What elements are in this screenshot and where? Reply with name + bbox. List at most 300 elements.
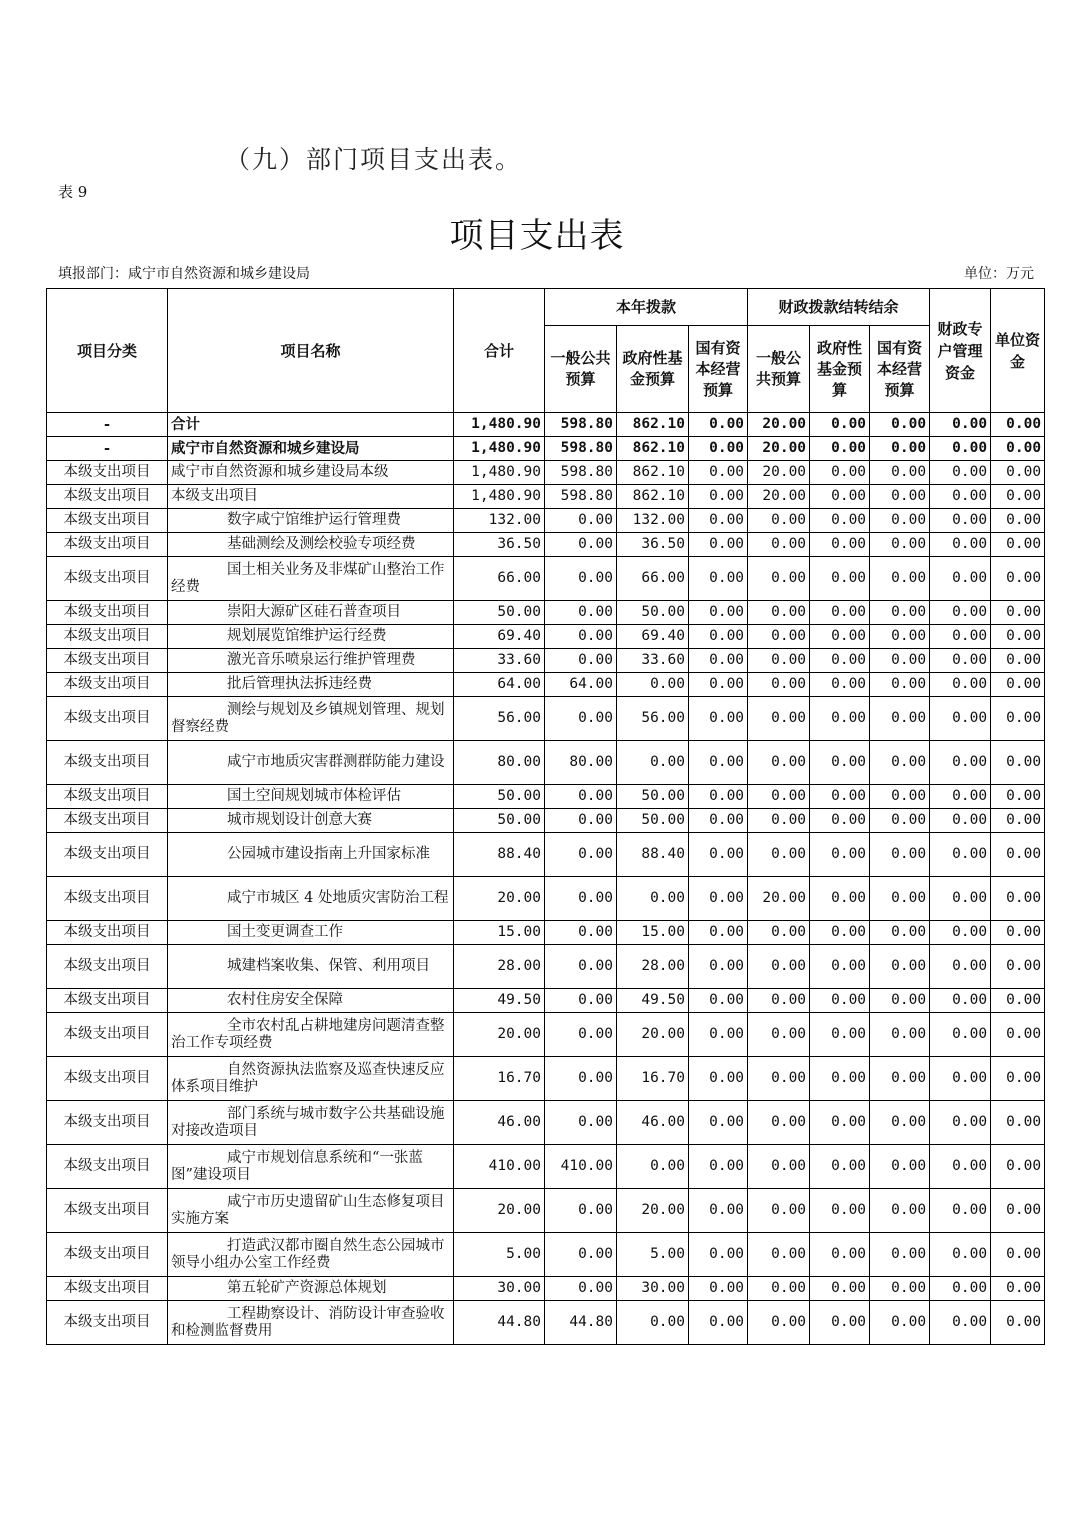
cell-state: 0.00: [689, 877, 748, 921]
cell-project-name: 测绘与规划及乡镇规划管理、规划督察经费: [168, 697, 454, 741]
cell-project-name: 自然资源执法监察及巡查快速反应体系项目维护: [168, 1057, 454, 1101]
cell-co-state: 0.00: [870, 1057, 930, 1101]
cell-unit-funds: 0.00: [991, 1057, 1045, 1101]
cell-state: 0.00: [689, 833, 748, 877]
cell-fund: 50.00: [617, 809, 689, 833]
cell-total: 49.50: [454, 989, 545, 1013]
cell-co-fund: 0.00: [810, 1101, 870, 1145]
header-fund: 政府性基金预算: [617, 326, 689, 413]
cell-total: 1,480.90: [454, 485, 545, 509]
cell-general: 0.00: [545, 1277, 617, 1301]
cell-unit-funds: 0.00: [991, 485, 1045, 509]
table-body: [47, 413, 1045, 1345]
cell-category: 本级支出项目: [47, 1189, 168, 1233]
header-co-general: 一般公共预算: [748, 326, 810, 413]
cell-unit-funds: 0.00: [991, 673, 1045, 697]
cell-co-fund: 0.00: [810, 1277, 870, 1301]
cell-category: 本级支出项目: [47, 877, 168, 921]
cell-co-general: 0.00: [748, 601, 810, 625]
cell-co-state: 0.00: [870, 741, 930, 785]
cell-total: 66.00: [454, 557, 545, 601]
cell-project-name: 工程勘察设计、消防设计审查验收和检测监督费用: [168, 1301, 454, 1345]
cell-fund: 16.70: [617, 1057, 689, 1101]
table-row: [47, 785, 1045, 809]
cell-co-state: 0.00: [870, 437, 930, 461]
cell-co-general: 0.00: [748, 509, 810, 533]
cell-co-state: 0.00: [870, 1301, 930, 1345]
cell-category: -: [47, 437, 168, 461]
cell-co-fund: 0.00: [810, 945, 870, 989]
cell-project-name: 国土空间规划城市体检评估: [168, 785, 454, 809]
cell-co-state: 0.00: [870, 785, 930, 809]
cell-unit-funds: 0.00: [991, 785, 1045, 809]
cell-state: 0.00: [689, 625, 748, 649]
cell-special: 0.00: [930, 413, 991, 437]
cell-special: 0.00: [930, 877, 991, 921]
cell-project-name: 部门系统与城市数字公共基础设施对接改造项目: [168, 1101, 454, 1145]
cell-category: 本级支出项目: [47, 601, 168, 625]
cell-special: 0.00: [930, 785, 991, 809]
cell-project-name: 全市农村乱占耕地建房问题清查整治工作专项经费: [168, 1013, 454, 1057]
cell-state: 0.00: [689, 649, 748, 673]
cell-unit-funds: 0.00: [991, 1013, 1045, 1057]
cell-total: 33.60: [454, 649, 545, 673]
cell-co-general: 0.00: [748, 1233, 810, 1277]
cell-state: 0.00: [689, 1301, 748, 1345]
cell-state: 0.00: [689, 989, 748, 1013]
cell-co-fund: 0.00: [810, 1013, 870, 1057]
cell-unit-funds: 0.00: [991, 1301, 1045, 1345]
cell-general: 0.00: [545, 945, 617, 989]
cell-general: 80.00: [545, 741, 617, 785]
cell-co-fund: 0.00: [810, 989, 870, 1013]
table-row: [47, 673, 1045, 697]
cell-category: 本级支出项目: [47, 741, 168, 785]
cell-co-general: 20.00: [748, 485, 810, 509]
cell-general: 0.00: [545, 877, 617, 921]
cell-general: 0.00: [545, 557, 617, 601]
cell-co-fund: 0.00: [810, 557, 870, 601]
cell-co-general: 0.00: [748, 1301, 810, 1345]
cell-co-fund: 0.00: [810, 533, 870, 557]
table-row: [47, 557, 1045, 601]
cell-special: 0.00: [930, 509, 991, 533]
cell-co-state: 0.00: [870, 945, 930, 989]
cell-co-fund: 0.00: [810, 785, 870, 809]
cell-project-name: 合计: [168, 413, 454, 437]
cell-category: 本级支出项目: [47, 1233, 168, 1277]
cell-total: 36.50: [454, 533, 545, 557]
cell-co-fund: 0.00: [810, 741, 870, 785]
table-row: [47, 1145, 1045, 1189]
cell-project-name: 打造武汉都市圈自然生态公园城市领导小组办公室工作经费: [168, 1233, 454, 1277]
cell-co-general: 0.00: [748, 989, 810, 1013]
cell-category: 本级支出项目: [47, 533, 168, 557]
cell-co-general: 0.00: [748, 557, 810, 601]
cell-co-fund: 0.00: [810, 809, 870, 833]
cell-state: 0.00: [689, 1189, 748, 1233]
cell-unit-funds: 0.00: [991, 413, 1045, 437]
cell-co-fund: 0.00: [810, 625, 870, 649]
cell-project-name: 公园城市建设指南上升国家标准: [168, 833, 454, 877]
table-row: [47, 697, 1045, 741]
header-unit-funds: 单位资金: [991, 289, 1045, 413]
cell-project-name: 批后管理执法拆违经费: [168, 673, 454, 697]
cell-project-name: 本级支出项目: [168, 485, 454, 509]
cell-general: 0.00: [545, 1189, 617, 1233]
table-row: [47, 601, 1045, 625]
cell-category: 本级支出项目: [47, 1057, 168, 1101]
cell-category: 本级支出项目: [47, 557, 168, 601]
cell-category: 本级支出项目: [47, 649, 168, 673]
cell-co-state: 0.00: [870, 1189, 930, 1233]
cell-total: 50.00: [454, 601, 545, 625]
header-total: 合计: [454, 289, 545, 413]
cell-state: 0.00: [689, 533, 748, 557]
cell-special: 0.00: [930, 437, 991, 461]
cell-co-state: 0.00: [870, 1233, 930, 1277]
cell-total: 56.00: [454, 697, 545, 741]
cell-co-fund: 0.00: [810, 877, 870, 921]
cell-special: 0.00: [930, 1101, 991, 1145]
cell-special: 0.00: [930, 1189, 991, 1233]
cell-co-fund: 0.00: [810, 1301, 870, 1345]
cell-co-fund: 0.00: [810, 485, 870, 509]
cell-total: 80.00: [454, 741, 545, 785]
cell-unit-funds: 0.00: [991, 625, 1045, 649]
table-row: [47, 1189, 1045, 1233]
cell-co-general: 20.00: [748, 461, 810, 485]
cell-special: 0.00: [930, 485, 991, 509]
table-row: [47, 1013, 1045, 1057]
cell-fund: 15.00: [617, 921, 689, 945]
cell-co-state: 0.00: [870, 461, 930, 485]
cell-co-state: 0.00: [870, 601, 930, 625]
cell-co-state: 0.00: [870, 673, 930, 697]
cell-co-fund: 0.00: [810, 833, 870, 877]
cell-co-fund: 0.00: [810, 1145, 870, 1189]
cell-co-general: 0.00: [748, 1145, 810, 1189]
cell-special: 0.00: [930, 1057, 991, 1101]
cell-unit-funds: 0.00: [991, 601, 1045, 625]
cell-project-name: 数字咸宁馆维护运行管理费: [168, 509, 454, 533]
cell-state: 0.00: [689, 509, 748, 533]
table-row: [47, 921, 1045, 945]
cell-co-state: 0.00: [870, 877, 930, 921]
cell-category: 本级支出项目: [47, 833, 168, 877]
table-row: [47, 833, 1045, 877]
header-co-state-capital: 国有资本经营预算: [870, 326, 930, 413]
cell-co-general: 0.00: [748, 697, 810, 741]
cell-co-state: 0.00: [870, 1013, 930, 1057]
cell-fund: 36.50: [617, 533, 689, 557]
table-row: [47, 461, 1045, 485]
cell-fund: 49.50: [617, 989, 689, 1013]
cell-category: 本级支出项目: [47, 625, 168, 649]
cell-fund: 0.00: [617, 741, 689, 785]
cell-state: 0.00: [689, 1145, 748, 1189]
cell-co-general: 0.00: [748, 625, 810, 649]
cell-unit-funds: 0.00: [991, 921, 1045, 945]
cell-unit-funds: 0.00: [991, 809, 1045, 833]
cell-project-name: 咸宁市自然资源和城乡建设局: [168, 437, 454, 461]
cell-fund: 862.10: [617, 461, 689, 485]
cell-unit-funds: 0.00: [991, 877, 1045, 921]
cell-co-state: 0.00: [870, 1101, 930, 1145]
header-carryover-group: 财政拨款结转结余: [748, 289, 930, 326]
cell-general: 410.00: [545, 1145, 617, 1189]
cell-total: 28.00: [454, 945, 545, 989]
page-title: 项目支出表: [449, 216, 625, 256]
cell-category: 本级支出项目: [47, 1277, 168, 1301]
cell-total: 20.00: [454, 1189, 545, 1233]
cell-category: 本级支出项目: [47, 697, 168, 741]
cell-total: 50.00: [454, 809, 545, 833]
cell-special: 0.00: [930, 601, 991, 625]
cell-co-state: 0.00: [870, 1145, 930, 1189]
cell-project-name: 国土变更调查工作: [168, 921, 454, 945]
cell-special: 0.00: [930, 1233, 991, 1277]
cell-total: 16.70: [454, 1057, 545, 1101]
cell-co-fund: 0.00: [810, 413, 870, 437]
cell-total: 30.00: [454, 1277, 545, 1301]
cell-co-fund: 0.00: [810, 921, 870, 945]
cell-general: 0.00: [545, 1013, 617, 1057]
table-row: [47, 945, 1045, 989]
cell-project-name: 崇阳大源矿区硅石普查项目: [168, 601, 454, 625]
cell-special: 0.00: [930, 673, 991, 697]
cell-fund: 69.40: [617, 625, 689, 649]
cell-general: 598.80: [545, 461, 617, 485]
cell-general: 0.00: [545, 649, 617, 673]
cell-project-name: 基础测绘及测绘校验专项经费: [168, 533, 454, 557]
cell-special: 0.00: [930, 1013, 991, 1057]
cell-unit-funds: 0.00: [991, 989, 1045, 1013]
cell-co-fund: 0.00: [810, 649, 870, 673]
cell-co-general: 0.00: [748, 1057, 810, 1101]
cell-total: 1,480.90: [454, 437, 545, 461]
cell-fund: 28.00: [617, 945, 689, 989]
cell-special: 0.00: [930, 557, 991, 601]
cell-fund: 5.00: [617, 1233, 689, 1277]
cell-co-fund: 0.00: [810, 1233, 870, 1277]
cell-fund: 0.00: [617, 877, 689, 921]
cell-general: 0.00: [545, 601, 617, 625]
cell-special: 0.00: [930, 533, 991, 557]
cell-total: 1,480.90: [454, 413, 545, 437]
cell-state: 0.00: [689, 785, 748, 809]
cell-state: 0.00: [689, 1277, 748, 1301]
cell-state: 0.00: [689, 809, 748, 833]
cell-total: 46.00: [454, 1101, 545, 1145]
cell-co-general: 20.00: [748, 413, 810, 437]
cell-unit-funds: 0.00: [991, 945, 1045, 989]
cell-state: 0.00: [689, 1233, 748, 1277]
cell-fund: 0.00: [617, 673, 689, 697]
cell-unit-funds: 0.00: [991, 533, 1045, 557]
cell-state: 0.00: [689, 921, 748, 945]
cell-special: 0.00: [930, 1301, 991, 1345]
cell-unit-funds: 0.00: [991, 509, 1045, 533]
cell-category: 本级支出项目: [47, 1301, 168, 1345]
table-row: [47, 625, 1045, 649]
header-general: 一般公共预算: [545, 326, 617, 413]
cell-fund: 20.00: [617, 1189, 689, 1233]
cell-project-name: 咸宁市自然资源和城乡建设局本级: [168, 461, 454, 485]
cell-co-general: 20.00: [748, 437, 810, 461]
cell-unit-funds: 0.00: [991, 1277, 1045, 1301]
cell-fund: 862.10: [617, 437, 689, 461]
table-row: [47, 485, 1045, 509]
cell-unit-funds: 0.00: [991, 557, 1045, 601]
section-heading: （九）部门项目支出表。: [225, 145, 523, 174]
cell-project-name: 城市规划设计创意大赛: [168, 809, 454, 833]
cell-unit-funds: 0.00: [991, 833, 1045, 877]
table-row: [47, 649, 1045, 673]
cell-general: 0.00: [545, 809, 617, 833]
table-row: [47, 1277, 1045, 1301]
cell-co-state: 0.00: [870, 649, 930, 673]
cell-total: 410.00: [454, 1145, 545, 1189]
cell-general: 0.00: [545, 989, 617, 1013]
table-row: [47, 413, 1045, 437]
cell-state: 0.00: [689, 673, 748, 697]
cell-co-state: 0.00: [870, 989, 930, 1013]
cell-co-general: 0.00: [748, 673, 810, 697]
cell-project-name: 咸宁市规划信息系统和“一张蓝图”建设项目: [168, 1145, 454, 1189]
cell-co-state: 0.00: [870, 509, 930, 533]
cell-special: 0.00: [930, 649, 991, 673]
cell-co-general: 20.00: [748, 877, 810, 921]
table-row: [47, 1057, 1045, 1101]
cell-category: 本级支出项目: [47, 485, 168, 509]
cell-special: 0.00: [930, 1277, 991, 1301]
cell-co-fund: 0.00: [810, 437, 870, 461]
cell-total: 64.00: [454, 673, 545, 697]
cell-category: 本级支出项目: [47, 989, 168, 1013]
cell-fund: 33.60: [617, 649, 689, 673]
header-current-group: 本年拨款: [545, 289, 748, 326]
cell-project-name: 第五轮矿产资源总体规划: [168, 1277, 454, 1301]
cell-co-state: 0.00: [870, 413, 930, 437]
cell-project-name: 咸宁市历史遗留矿山生态修复项目实施方案: [168, 1189, 454, 1233]
filing-department: 填报部门：咸宁市自然资源和城乡建设局: [58, 266, 310, 282]
cell-category: 本级支出项目: [47, 1101, 168, 1145]
cell-total: 50.00: [454, 785, 545, 809]
cell-co-general: 0.00: [748, 785, 810, 809]
table-row: [47, 741, 1045, 785]
cell-unit-funds: 0.00: [991, 741, 1045, 785]
table-row: [47, 877, 1045, 921]
cell-total: 69.40: [454, 625, 545, 649]
cell-co-fund: 0.00: [810, 601, 870, 625]
cell-state: 0.00: [689, 1057, 748, 1101]
cell-category: 本级支出项目: [47, 1145, 168, 1189]
cell-project-name: 农村住房安全保障: [168, 989, 454, 1013]
cell-fund: 56.00: [617, 697, 689, 741]
cell-co-general: 0.00: [748, 833, 810, 877]
cell-co-fund: 0.00: [810, 1057, 870, 1101]
cell-co-state: 0.00: [870, 697, 930, 741]
cell-general: 0.00: [545, 509, 617, 533]
cell-co-general: 0.00: [748, 1013, 810, 1057]
cell-fund: 30.00: [617, 1277, 689, 1301]
cell-general: 0.00: [545, 625, 617, 649]
table-row: [47, 989, 1045, 1013]
cell-co-general: 0.00: [748, 533, 810, 557]
cell-general: 0.00: [545, 1101, 617, 1145]
cell-project-name: 城建档案收集、保管、利用项目: [168, 945, 454, 989]
cell-special: 0.00: [930, 461, 991, 485]
table-row: [47, 533, 1045, 557]
cell-total: 1,480.90: [454, 461, 545, 485]
header-name: 项目名称: [168, 289, 454, 413]
cell-unit-funds: 0.00: [991, 1145, 1045, 1189]
cell-co-general: 0.00: [748, 945, 810, 989]
header-special-mgmt: 财政专户管理资金: [930, 289, 991, 413]
cell-category: 本级支出项目: [47, 945, 168, 989]
cell-state: 0.00: [689, 461, 748, 485]
cell-co-general: 0.00: [748, 649, 810, 673]
cell-co-state: 0.00: [870, 809, 930, 833]
cell-category: 本级支出项目: [47, 785, 168, 809]
cell-general: 0.00: [545, 697, 617, 741]
cell-general: 0.00: [545, 1233, 617, 1277]
table-row: [47, 1233, 1045, 1277]
project-expenditure-table: [46, 288, 1045, 1345]
cell-special: 0.00: [930, 833, 991, 877]
cell-total: 44.80: [454, 1301, 545, 1345]
cell-fund: 66.00: [617, 557, 689, 601]
cell-special: 0.00: [930, 921, 991, 945]
cell-unit-funds: 0.00: [991, 437, 1045, 461]
cell-co-general: 0.00: [748, 921, 810, 945]
cell-fund: 132.00: [617, 509, 689, 533]
cell-fund: 862.10: [617, 413, 689, 437]
cell-unit-funds: 0.00: [991, 1101, 1045, 1145]
cell-project-name: 国土相关业务及非煤矿山整治工作经费: [168, 557, 454, 601]
cell-category: 本级支出项目: [47, 461, 168, 485]
cell-co-fund: 0.00: [810, 461, 870, 485]
cell-total: 20.00: [454, 1013, 545, 1057]
cell-total: 5.00: [454, 1233, 545, 1277]
cell-co-state: 0.00: [870, 485, 930, 509]
table-number: 表 9: [58, 183, 88, 201]
cell-co-state: 0.00: [870, 557, 930, 601]
cell-fund: 0.00: [617, 1301, 689, 1345]
cell-co-general: 0.00: [748, 1277, 810, 1301]
cell-special: 0.00: [930, 741, 991, 785]
cell-state: 0.00: [689, 413, 748, 437]
cell-category: 本级支出项目: [47, 1013, 168, 1057]
cell-fund: 862.10: [617, 485, 689, 509]
header-state-capital: 国有资本经营预算: [689, 326, 748, 413]
table-row: [47, 809, 1045, 833]
unit-label: 单位：万元: [964, 266, 1034, 282]
cell-special: 0.00: [930, 989, 991, 1013]
cell-category: -: [47, 413, 168, 437]
cell-co-general: 0.00: [748, 809, 810, 833]
cell-unit-funds: 0.00: [991, 649, 1045, 673]
cell-total: 15.00: [454, 921, 545, 945]
cell-co-general: 0.00: [748, 1101, 810, 1145]
cell-state: 0.00: [689, 1013, 748, 1057]
cell-fund: 46.00: [617, 1101, 689, 1145]
cell-state: 0.00: [689, 697, 748, 741]
cell-co-general: 0.00: [748, 741, 810, 785]
cell-fund: 20.00: [617, 1013, 689, 1057]
cell-project-name: 激光音乐喷泉运行维护管理费: [168, 649, 454, 673]
